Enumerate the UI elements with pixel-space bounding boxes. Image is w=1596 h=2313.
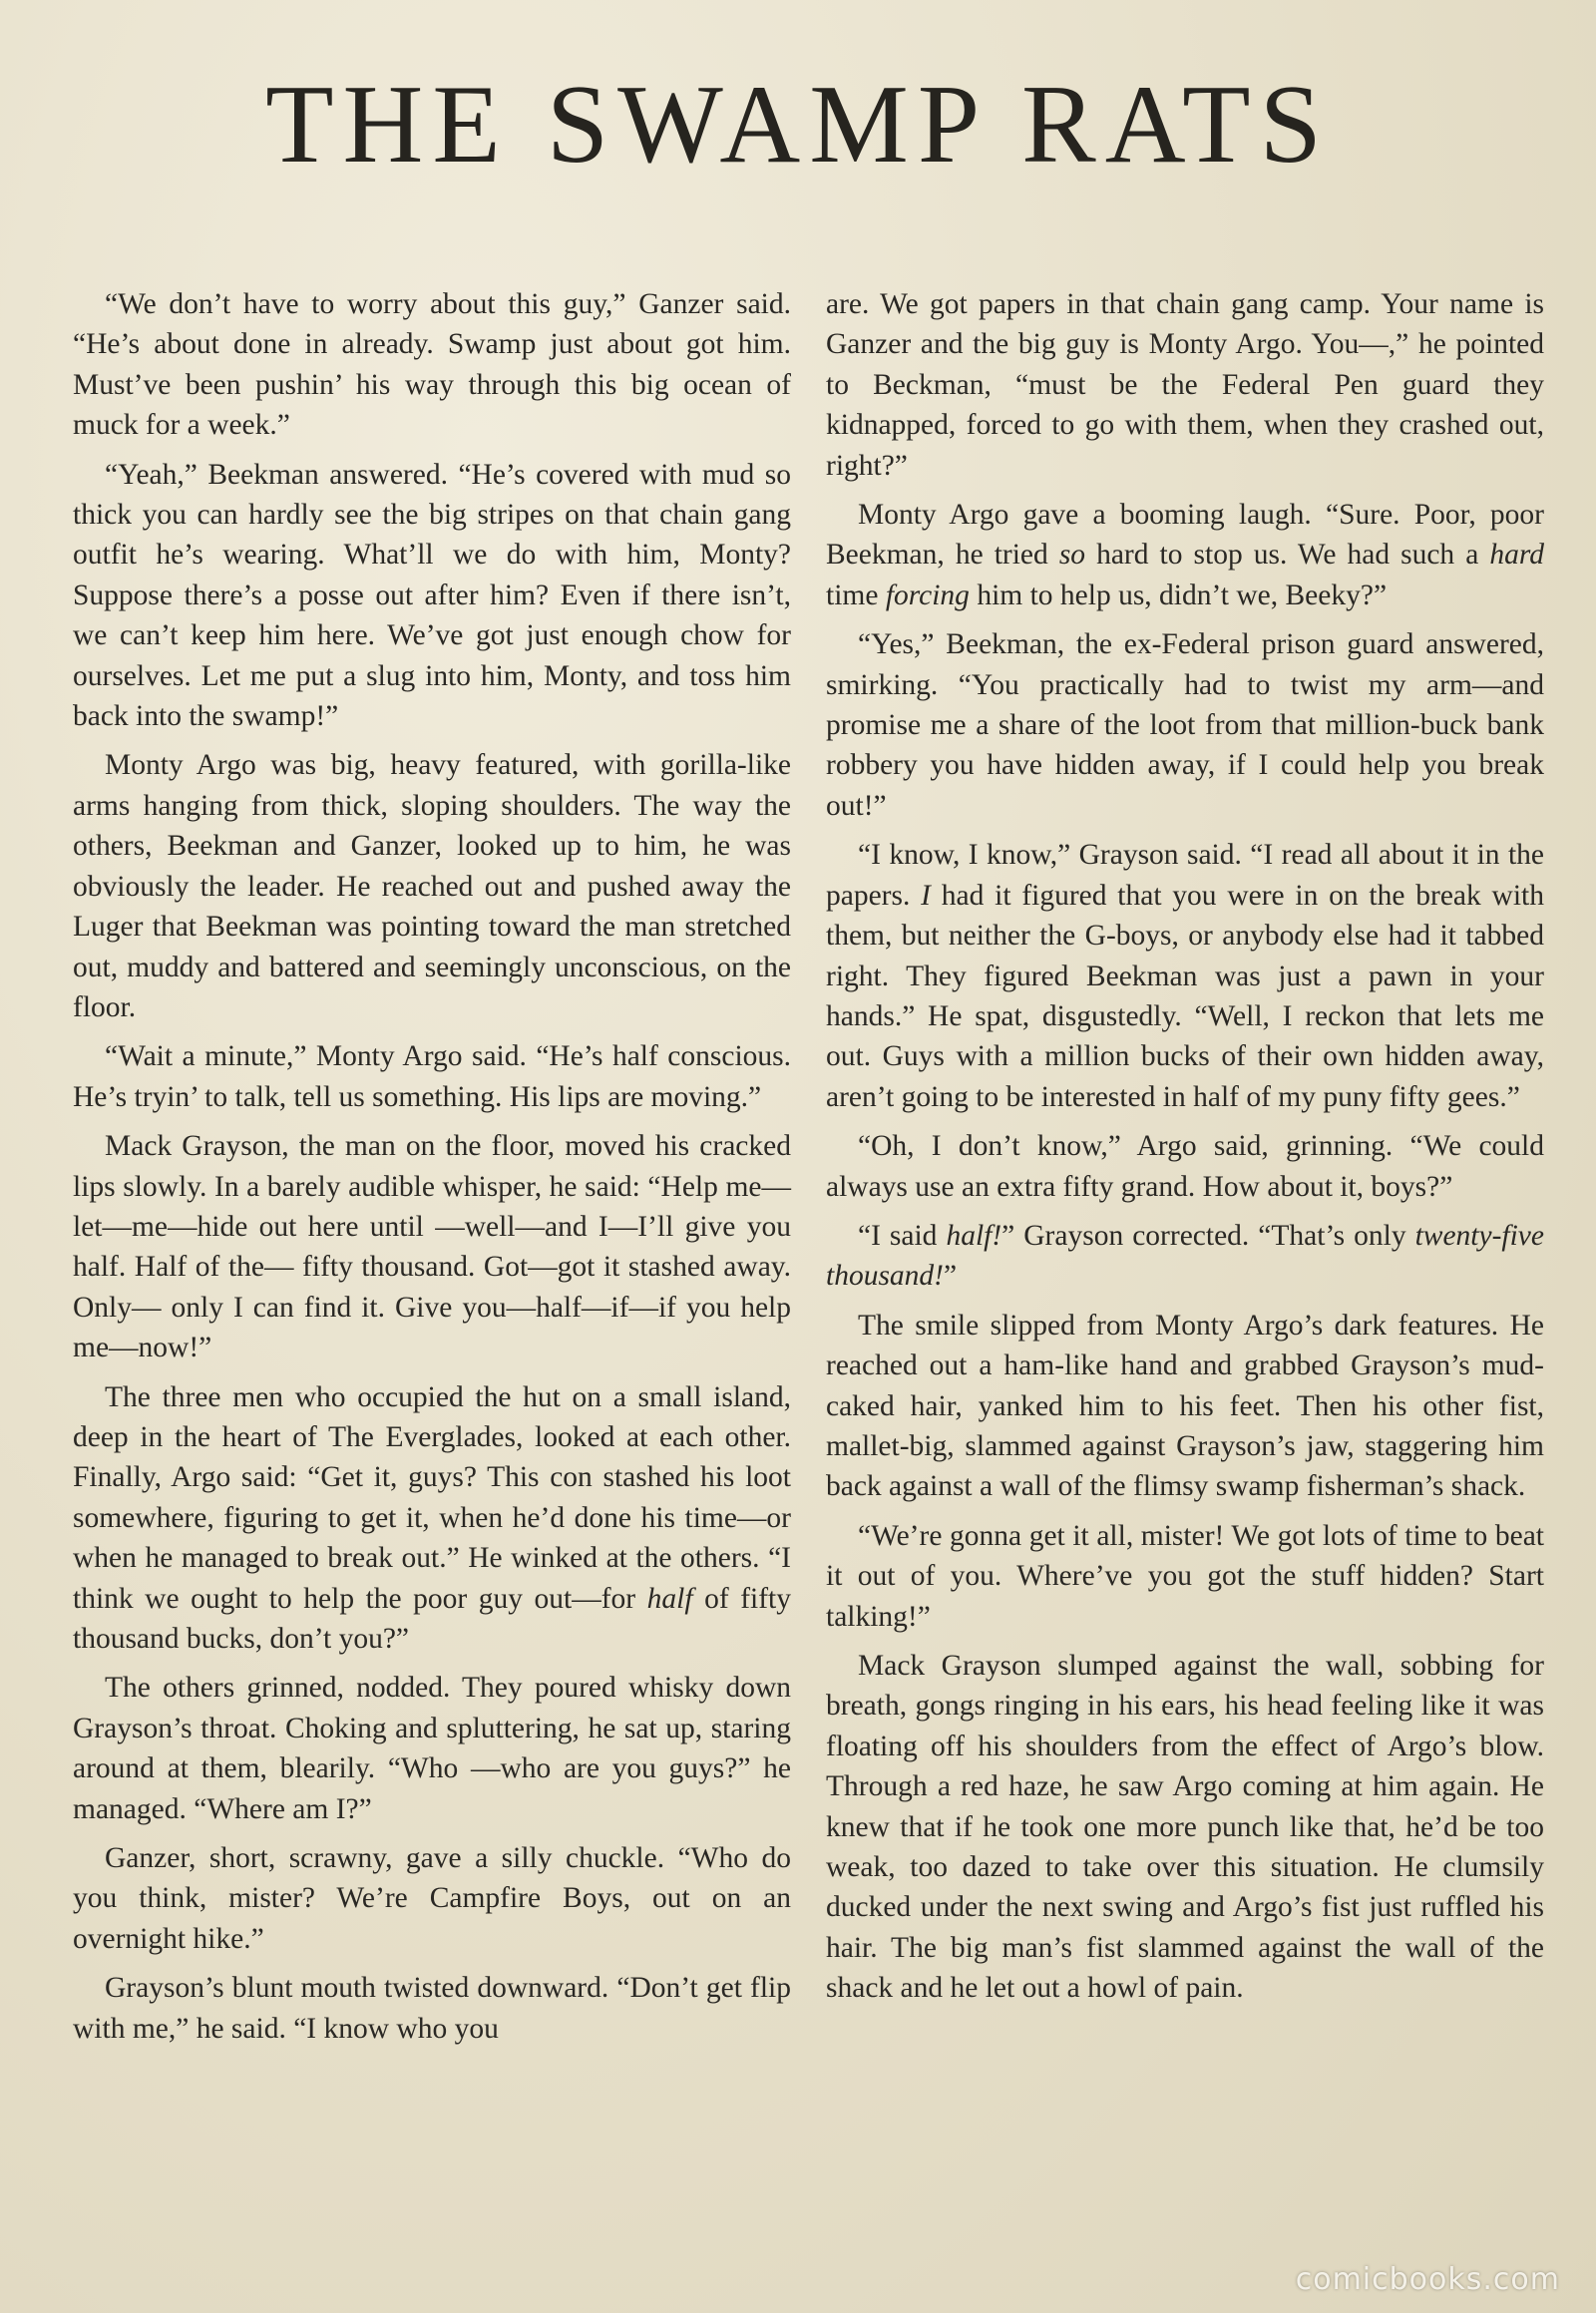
emphasis-text: half! (946, 1219, 1002, 1252)
text-run: had it figured that you were in on the break with them, but neither the G-boys, or anybody else had it tabbed right. They figured Beekman was just a pawn in your hands.” He spat, disgustedly. “Well, I reckon that lets me out. Guys with a million bucks of their own hidden away, aren’t going to be interested in half of my puny fifty gees.” (826, 879, 1544, 1113)
text-run: Grayson’s blunt mouth twisted downward. “Don’t get flip with me,” he said. “I know who you (73, 1972, 791, 2045)
text-run: him to help us, didn’t we, Beeky?” (969, 578, 1388, 611)
text-run: Monty Argo was big, heavy featured, with gorilla-like arms hanging from thick, sloping shoulders. The way the others, Beekman and Ganzer, looked up to him, he was obviously the leader. He reached out and pushed away the Luger that Beekman was pointing toward the man stretched out, muddy and battered and seemingly unconscious, on the floor. (73, 749, 791, 1023)
text-run: Ganzer, short, scrawny, gave a silly chuckle. “Who do you think, mister? We’re Campfire Boys, out on an overnight hike.” (73, 1842, 791, 1955)
text-run: “I said (858, 1219, 947, 1252)
text-run: hard to stop us. We had such a (1085, 539, 1490, 572)
paragraph (826, 835, 1544, 1117)
text-run: The others grinned, nodded. They poured whisky down Grayson’s throat. Choking and spluttering, he sat up, staring around at them, blearily. “Who —who are you guys?” he managed. “Where am I?” (73, 1672, 791, 1825)
right-text-column (826, 284, 1544, 2239)
emphasis-text: twenty-five thousand! (826, 1219, 1544, 1293)
paragraph (73, 1036, 791, 1117)
text-run: “Oh, I don’t know,” Argo said, grinning. “We could always use an extra fifty grand. How about it, boys?” (826, 1130, 1544, 1203)
emphasis-text: I (921, 879, 931, 912)
text-run: ” (944, 1260, 958, 1293)
text-run: “Wait a minute,” Monty Argo said. “He’s half conscious. He’s tryin’ to talk, tell us something. His lips are moving.” (73, 1040, 791, 1113)
text-run: ” Grayson corrected. “That’s only (1001, 1219, 1415, 1252)
paragraph (826, 1216, 1544, 1297)
paragraph (826, 495, 1544, 615)
watermark: comicbooks.com (1295, 2262, 1560, 2297)
emphasis-text: forcing (885, 578, 970, 611)
emphasis-text: so (1058, 539, 1086, 572)
text-run: The three men who occupied the hut on a small island, deep in the heart of The Everglades, looked at each other. Finally, Argo said: “Get it, guys? This con stashed his loot somewhere, figuring to get it, when he’d done his time—or when he managed to break out.” He winked at the others. “I think we ought to help the poor guy out—for (73, 1380, 791, 1615)
text-run: “We’re gonna get it all, mister! We got lots of time to beat it out of you. Where’ve you got the stuff hidden? Start talking!” (826, 1519, 1544, 1633)
text-run: Mack Grayson slumped against the wall, sobbing for breath, gongs ringing in his ears, his head feeling like it was floating off his shoulders from the effect of Argo’s blow. Through a red haze, he saw Argo coming at him again. He knew that if he took one more punch like that, he’d be too weak, too dazed to take over this situation. He clumsily ducked under the next swing and Argo’s fist just ruffled his hair. The big man’s fist slammed against the wall of the shack and he let out a howl of pain. (826, 1650, 1544, 2005)
text-run: time (826, 578, 886, 611)
paragraph (73, 745, 791, 1027)
emphasis-text: hard (1489, 539, 1544, 572)
paragraph (826, 624, 1544, 826)
paragraph (826, 284, 1544, 486)
text-run: Mack Grayson, the man on the floor, moved his cracked lips slowly. In a barely audible whisper, he said: “Help me—let—me—hide out here until —well—and I—I’ll give you half. Half of the— fifty thousand. Got—got it stashed away. Only— only I can find it. Give you—half—if—if you help me—now!” (73, 1130, 791, 1364)
emphasis-text: half (646, 1582, 693, 1615)
text-run: Monty Argo gave a booming laugh. “Sure. Poor, poor Beekman, he tried (826, 499, 1544, 572)
paragraph (73, 1668, 791, 1829)
paragraph (73, 1377, 791, 1660)
paragraph (73, 1968, 791, 2049)
paragraph (73, 455, 791, 737)
text-run: of fifty thousand bucks, don’t you?” (73, 1582, 791, 1655)
story-title: THE SWAMP RATS (265, 63, 1331, 187)
text-run: The smile slipped from Monty Argo’s dark features. He reached out a ham-like hand and grabbed Grayson’s mud-caked hair, yanked him to his feet. Then his other fist, mallet-big, slammed against Grayson’s jaw, staggering him back against a wall of the flimsy swamp fisherman’s shack. (826, 1309, 1544, 1503)
text-run: “Yeah,” Beekman answered. “He’s covered with mud so thick you can hardly see the big stripes on that chain gang outfit he’s wearing. What’ll we do with him, Monty? Suppose there’s a posse out after him? Even if there isn’t, we can’t keep him here. We’ve got just enough chow for ourselves. Let me put a slug into him, Monty, and toss him back into the swamp!” (73, 458, 791, 733)
paragraph (826, 1306, 1544, 1507)
paragraph (826, 1516, 1544, 1637)
paragraph (73, 1126, 791, 1367)
paragraph (73, 1838, 791, 1959)
text-run: “I know, I know,” Grayson said. “I read all about it in the papers. (826, 839, 1544, 912)
text-run: “We don’t have to worry about this guy,” Ganzer said. “He’s about done in already. Swamp just about got him. Must’ve been pushin’ his way through this big ocean of muck for a week.” (73, 288, 791, 442)
text-run: “Yes,” Beekman, the ex-Federal prison guard answered, smirking. “You practically had to twist my arm—and promise me a share of the loot from that million-buck bank robbery you have hidden away, if I could help you break out!” (826, 628, 1544, 822)
paragraph (826, 1126, 1544, 1207)
paragraph (73, 284, 791, 446)
text-run: are. We got papers in that chain gang camp. Your name is Ganzer and the big guy is Monty Argo. You—,” he pointed to Beckman, “must be the Federal Pen guard they kidnapped, forced to go with them, when they crashed out, right?” (826, 288, 1544, 482)
paragraph (826, 1646, 1544, 2009)
left-text-column (73, 284, 791, 2239)
